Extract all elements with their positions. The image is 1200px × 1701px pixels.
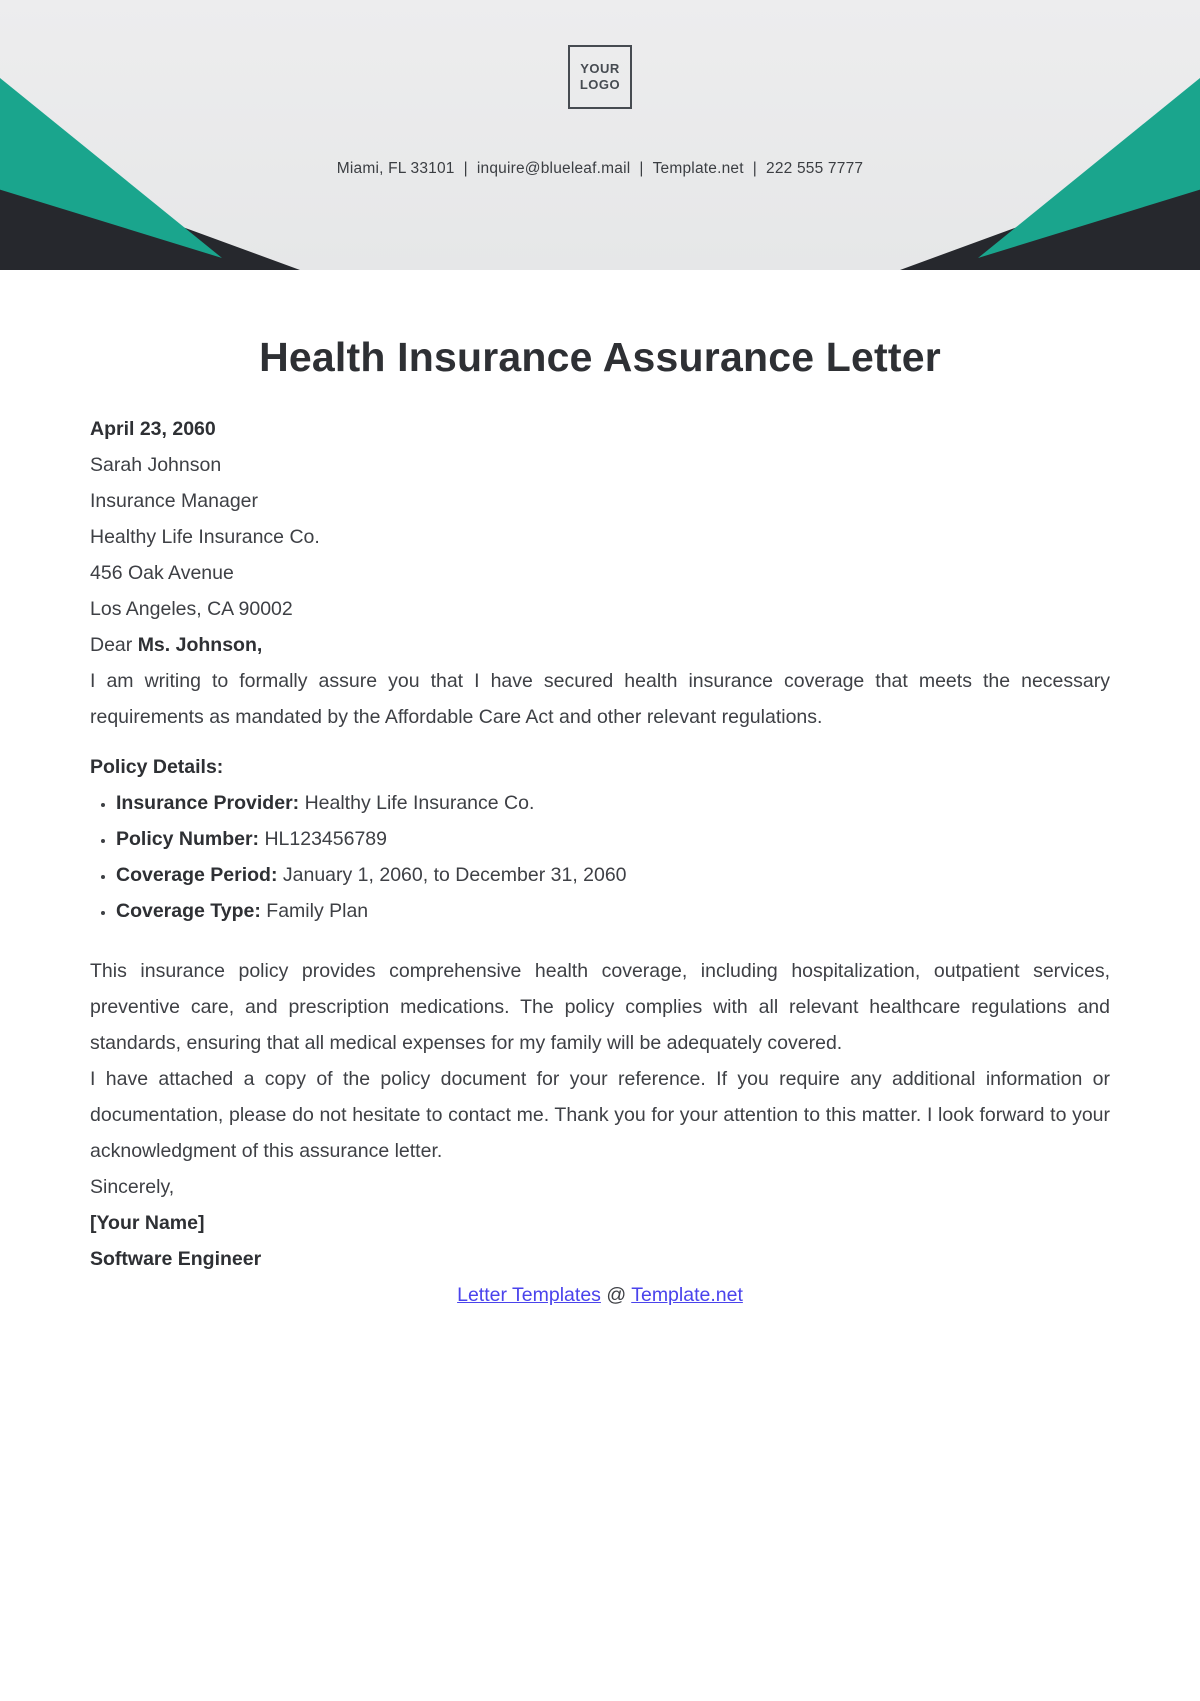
policy-details-list [90,785,1110,929]
salutation-prefix: Dear [90,634,138,656]
contact-website: Template.net [652,160,744,177]
policy-value: Family Plan [266,900,369,922]
policy-value: January 1, 2060, to December 31, 2060 [282,864,627,886]
policy-label: Coverage Type: [116,900,261,922]
letter-templates-link[interactable]: Letter Templates [457,1284,601,1306]
logo-placeholder [568,45,632,109]
body-paragraph-2: I have attached a copy of the policy document for your reference. If you require any additional information or documentation, please do not hesitate to contact me. Thank you for your attention to this matter. I look forward to your acknowledgment of this assurance letter. [90,1068,1110,1162]
logo-text-line2: LOGO [579,77,621,92]
list-item [116,785,1110,821]
logo-text-line1: YOUR [580,61,620,76]
letter-content [0,334,1200,1277]
recipient-name: Sarah Johnson [90,454,222,476]
list-item [116,821,1110,857]
letterhead [0,0,1200,270]
salutation [90,627,1110,663]
policy-label: Insurance Provider: [116,792,300,814]
contact-phone: 222 555 7777 [766,160,864,177]
contact-email: inquire@blueleaf.mail [476,160,631,177]
contact-separator: | [639,160,644,177]
policy-details-heading: Policy Details: [90,756,224,778]
contact-separator: | [752,160,757,177]
body-paragraph-1: This insurance policy provides comprehensive health coverage, including hospitalization, outpatient services, preventive care, and prescription medications. The policy complies with all relevant healthcare regulations and standards, ensuring that all medical expenses for my family will be adequately covered. [90,960,1110,1054]
footer-attribution [0,1277,1200,1313]
contact-line [0,160,1200,178]
salutation-name: Ms. Johnson, [137,634,263,656]
signature-title: Software Engineer [90,1248,262,1270]
contact-separator: | [463,160,468,177]
page-title: Health Insurance Assurance Letter [259,334,941,380]
policy-label: Coverage Period: [116,864,278,886]
list-item [116,893,1110,929]
closing: Sincerely, [90,1176,175,1198]
recipient-street: 456 Oak Avenue [90,562,234,584]
policy-label: Policy Number: [116,828,260,850]
signature-name: [Your Name] [90,1212,205,1234]
policy-value: HL123456789 [264,828,388,850]
at-symbol: @ [606,1284,627,1306]
intro-paragraph: I am writing to formally assure you that I have secured health insurance coverage that meets the necessary requirements as mandated by the Affordable Care Act and other relevant regulations. [90,670,1110,728]
template-net-link[interactable]: Template.net [631,1284,743,1306]
list-item [116,857,1110,893]
recipient-city: Los Angeles, CA 90002 [90,598,293,620]
recipient-company: Healthy Life Insurance Co. [90,526,320,548]
contact-location: Miami, FL 33101 [336,160,455,177]
policy-value: Healthy Life Insurance Co. [304,792,535,814]
letter-date: April 23, 2060 [90,418,216,440]
recipient-role: Insurance Manager [90,490,259,512]
